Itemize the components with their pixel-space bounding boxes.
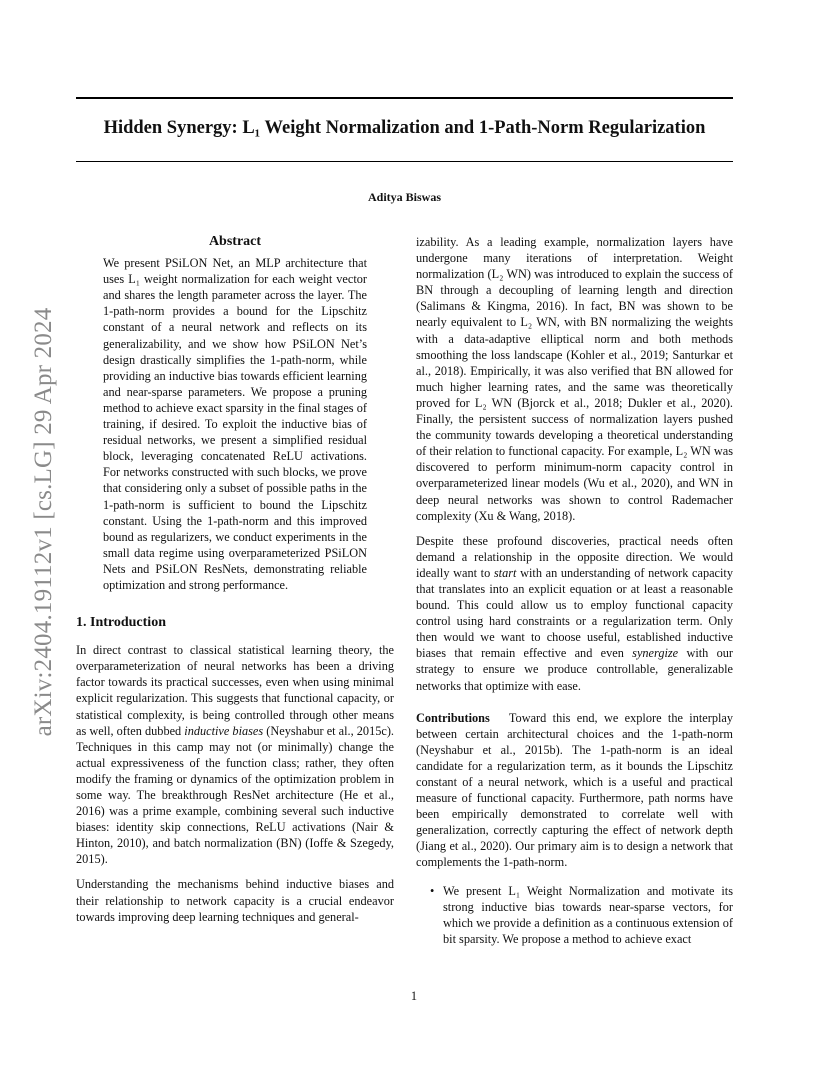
left-column (76, 234, 394, 925)
bullet-dot-icon: • (430, 883, 435, 898)
intro-paragraph-4 (416, 533, 733, 694)
intro-p4-part-c: with our strategy to ensure we produce controllable, generalizable networks that optimize with ease. (416, 646, 733, 693)
right-column (416, 234, 733, 947)
intro-paragraph-1 (76, 642, 394, 867)
contribution-bullet-1 (430, 883, 733, 947)
abstract-heading: Abstract (208, 234, 262, 249)
intro-p1-emphasis: inductive biases (184, 723, 264, 738)
section-heading-introduction: 1. Introduction (76, 615, 166, 631)
intro-p4-emphasis-1: start (493, 565, 517, 580)
contributions-label: Contributions (416, 710, 490, 725)
title-rule-bottom (76, 161, 733, 162)
arxiv-stamp-text: arXiv:2404.19112v1 [cs.LG] 29 Apr 2024 (30, 307, 57, 737)
page-number: 1 (410, 989, 418, 1003)
contributions-text: Toward this end, we explore the interplay between certain architectural choices and the 1-path-norm (Neyshabur et al., 2015b). The 1-path-norm is an ideal candidate for a regularization term, as it bounds the Lipschitz constant of a neural network, which is a useful and practical measure of functional capacity. Furthermore, path norms have been empirically demonstrated to correlate well with generalization, correctly capturing the effect of network depth (Jiang et al., 2020). Our primary aim is to design a network that complements the 1-path-norm. (416, 710, 733, 870)
paper-title: Hidden Synergy: L₁ Weight Normalization and 1-Path-Norm Regularization (103, 118, 706, 138)
contributions-paragraph (416, 710, 733, 871)
abstract-body (103, 255, 367, 593)
title-rule-top (76, 97, 733, 99)
abstract-text: We present PSiLON Net, an MLP architecture that uses L₁ weight normalization for each weight vector and shares the length parameter across the layer. The 1-path-norm provides a bound for the Lipschitz constant of a neural network and reflects on its generalizability, and we show how PSiLON Net’s design drastically simplifies the 1-path-norm, while providing an inductive bias towards efficient learning and near-sparse parameters. We propose a pruning method to achieve exact sparsity in the final stages of training, if desired. To exploit the inductive bias of residual networks, we present a simplified residual block, leveraging concatenated ReLU activations. For networks constructed with such blocks, we prove that considering only a subset of possible paths in the 1-path-norm is sufficient to bound the Lipschitz constant. Using the 1-path-norm and this improved bound as regularizers, we conduct experiments in the small data regime using overparameterized PSiLON Nets and PSiLON ResNets, demonstrating reliable optimization and strong performance. (103, 256, 367, 592)
arxiv-stamp (22, 287, 66, 757)
intro-p1-part-a: In direct contrast to classical statistical learning theory, the overparameterization of neural networks has been a driving factor towards its practical successes, even when using minimal explicit regularization. This suggests that functional capacity, or statistical complexity, is being controlled through other means as well, often dubbed (76, 643, 394, 738)
intro-p4-part-a: Despite these profound discoveries, practical needs often demand a relationship in the opposite direction. We would ideally want to (416, 533, 733, 580)
intro-p4-emphasis-2: synergize (632, 646, 679, 661)
author-name: Aditya Biswas (367, 190, 441, 204)
intro-p4-part-b: with an understanding of network capacity that translates into an explicit equation or at least a reasonable bound. This could allow us to employ functional capacity control using hard constraints or a regularization term. Only then would we want to choose useful, established inductive biases that remain effective and even (416, 565, 733, 661)
intro-paragraph-3: izability. As a leading example, normalization layers have undergone many iterations of interpretation. Weight normalization (L₂ WN) was introduced to explain the success of BN through a decoupling of learning length and direction (Salimans & Kingma, 2016). In fact, BN was shown to be nearly equivalent to L₂ WN, with BN normalizing the weights with a data-adaptive elliptical norm and both methods smoothing the loss landscape (Kohler et al., 2019; Santurkar et al., 2018). Empirically, it was also verified that BN allowed for much higher learning rates, and the same was theoretically proved for L₂ WN (Bjorck et al., 2018; Dukler et al., 2020). Finally, the persistent success of normalization layers pushed the community towards developing a theoretical understanding of their relation to functional capacity. For example, L₂ WN was discovered to perform minimum-norm capacity control in overparameterized linear models (Wu et al., 2020), and WN in deep neural networks was shown to control Rademacher complexity (Xu & Wang, 2018). (416, 235, 733, 523)
intro-paragraph-2: Understanding the mechanisms behind inductive biases and their relationship to network capacity is a crucial endeavor towards improving deep learning techniques and general- (76, 877, 394, 924)
bullet-1-text: We present L₁ Weight Normalization and motivate its strong inductive bias towards near-sparse vectors, for which we provide a definition as a continuous extension of bit sparsity. We propose a method to achieve exact (443, 883, 733, 946)
intro-p1-part-b: (Neyshabur et al., 2015c). Techniques in this camp may not (or minimally) change the actual expressiveness of the function class; rather, they often modify the framing or dynamics of the optimization problem in some way. The breakthrough ResNet architecture (He et al., 2016) was a prime example, combining several such inductive biases: identity skip connections, ReLU activations (Nair & Hinton, 2010), and batch normalization (BN) (Ioffe & Szegedy, 2015). (76, 723, 394, 867)
